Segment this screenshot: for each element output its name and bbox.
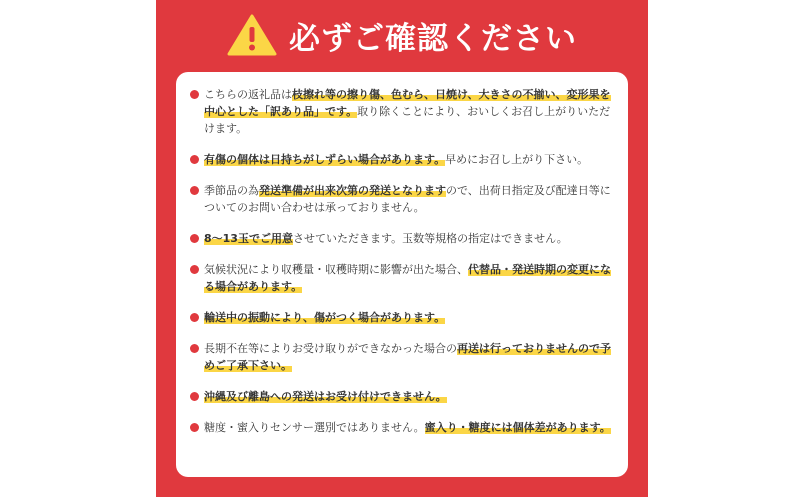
note-item [190,151,612,168]
bullet-icon [190,313,199,322]
header [156,10,648,60]
note-highlight-text: 再送は行っておりませんので予めご了承下さい。 [204,342,611,372]
note-text: 季節品の為 [204,184,259,197]
note-highlight-text: 8～13玉でご用意 [204,232,293,245]
notes-list [176,72,628,436]
note-item [190,309,612,326]
warning-icon [227,14,277,56]
note-highlight-text: 有傷の個体は日持ちがしずらい場合があります。 [204,153,446,166]
bullet-icon [190,344,199,353]
note-text: させていただきます。玉数等規格の指定はできません。 [292,232,568,245]
note-highlight-text: 枝擦れ等の擦り傷、色むら、日焼け、大きさの不揃い、変形果を中心とした「訳あり品」です。 [204,88,611,118]
bullet-icon [190,155,199,164]
note-text: 取り除くことにより、おいしくお召し上がりいただけます。 [204,105,611,135]
page-title: 必ずご確認ください [289,20,577,57]
note-highlight-text: 蜜入り・糖度には個体差があります。 [424,421,611,434]
bullet-icon [190,392,199,401]
notice-banner [156,0,648,497]
bullet-icon [190,186,199,195]
note-item [190,388,612,405]
note-item [190,261,612,295]
note-item [190,230,612,247]
note-text: 気候状況により収穫量・収穫時期に影響が出た場合、 [204,263,468,276]
note-text: ので、出荷日指定及び配達日等についてのお問い合わせは承っておりません。 [204,184,611,214]
notes-card [176,72,628,477]
note-item [190,340,612,374]
note-item [190,419,612,436]
note-text: 糖度・蜜入りセンサー選別ではありません。 [204,421,425,434]
note-highlight-text: 代替品・発送時期の変更になる場合があります。 [204,263,611,293]
note-highlight-text: 沖縄及び離島への発送はお受け付けできません。 [204,390,447,403]
note-text: こちらの返礼品は [204,88,292,101]
note-highlight-text: 発送準備が出来次第の発送となります [259,184,446,197]
note-text: 長期不在等によりお受け取りができなかった場合の [204,342,457,355]
note-item [190,182,612,216]
bullet-icon [190,265,199,274]
note-item [190,86,612,137]
note-highlight-text: 輸送中の振動により、傷がつく場合があります。 [204,311,446,324]
bullet-icon [190,234,199,243]
bullet-icon [190,423,199,432]
note-text: 早めにお召し上がり下さい。 [445,153,589,166]
bullet-icon [190,90,199,99]
